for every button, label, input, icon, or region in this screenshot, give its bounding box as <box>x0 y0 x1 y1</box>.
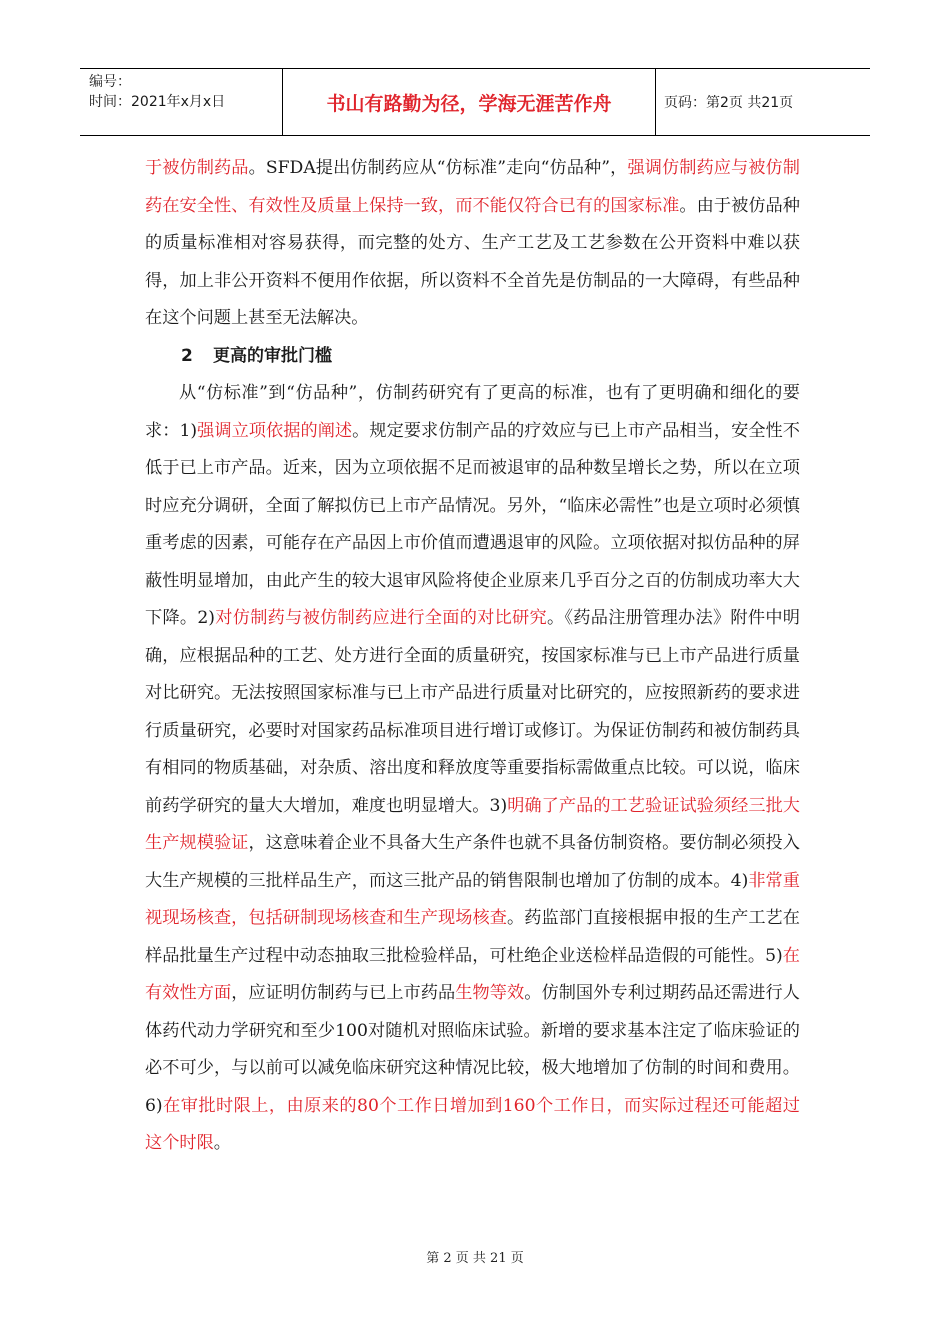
body-text: 从“仿标准”到“仿品种”，仿制药研究有了更高的标准，也有了更明确和细化的要求：1) <box>145 383 800 441</box>
highlighted-text: 强调立项依据的阐述 <box>197 420 353 441</box>
page-footer: 第 2 页 共 21 页 <box>426 1251 524 1266</box>
body-text: 。《药品注册管理办法》附件中明确，应根据品种的工艺、处方进行全面的质量研究，按国家标准与已上市产品进行质量对比研究。无法按照国家标准与已上市产品进行质量对比研究的，应按照新药的要求进行质量研究，必要时对国家药品标准项目进行增订或修订。为保证仿制药和被仿制药具有相同的物质基础，对杂质、溶出度和释放度等重要指标需做重点比较。可以说，临床前药学研究的量大大增加，难度也明显增大。3) <box>145 608 800 816</box>
paragraph-approval-threshold <box>145 375 800 1163</box>
body-text: 。SFDA提出仿制药应从“仿标准”走向“仿品种”， <box>248 158 628 178</box>
time-label: 时间：2021年x月x日 <box>89 94 226 110</box>
highlighted-text: 非常重视现场核查，包括研制现场核查和生产现场核查 <box>145 870 800 928</box>
body-text: 。 <box>213 1133 231 1153</box>
highlighted-text: 生物等效 <box>455 983 525 1003</box>
code-label: 编号： <box>89 74 131 90</box>
body-text: 。药监部门直接根据申报的生产工艺在样品批量生产过程中动态抽取三批检验样品，可杜绝企业送检样品造假的可能性。5) <box>145 908 800 966</box>
highlighted-text: 于被仿制药品 <box>145 158 249 178</box>
document-body <box>145 150 800 1163</box>
paragraph-intro-continuation <box>145 150 800 338</box>
body-text: 。仿制国外专利过期药品还需进行人体药代动力学研究和至少100对随机对照临床试验。新增的要求基本注定了临床验证的必不可少，与以前可以减免临床研究这种情况比较，极大地增加了仿制的时间和费用。6) <box>145 983 800 1116</box>
header-left-cell <box>80 69 283 135</box>
document-header <box>80 68 870 136</box>
section-title: 更高的审批门槛 <box>213 345 332 366</box>
highlighted-text: 在有效性方面 <box>145 945 800 1003</box>
section-heading <box>145 338 800 376</box>
header-page-info: 页码：第2页 共21页 <box>664 95 794 111</box>
body-text: ，应证明仿制药与已上市药品 <box>231 983 456 1003</box>
highlighted-text: 明确了产品的工艺验证试验须经三批大生产规模验证 <box>145 795 800 853</box>
header-motto: 书山有路勤为径，学海无涯苦作舟 <box>283 69 656 135</box>
highlighted-text: 对仿制药与被仿制药应进行全面的对比研究 <box>215 608 547 628</box>
body-text: 。由于被仿品种的质量标准相对容易获得，而完整的处方、生产工艺及工艺参数在公开资料中难以获得，加上非公开资料不便用作依据，所以资料不全首先是仿制品的一大障碍，有些品种在这个问题上甚至无法解决。 <box>145 195 800 328</box>
body-text: ，这意味着企业不具备大生产条件也就不具备仿制资格。要仿制必须投入大生产规模的三批样品生产，而这三批产品的销售限制也增加了仿制的成本。4) <box>145 833 800 891</box>
highlighted-text: 强调仿制药应与被仿制药在安全性、有效性及质量上保持一致，而不能仅符合已有的国家标准 <box>145 158 800 216</box>
highlighted-text: 在审批时限上，由原来的80个工作日增加到160个工作日，而实际过程还可能超过这个时限 <box>145 1095 800 1153</box>
section-number: 2 <box>181 345 193 366</box>
body-text: 。规定要求仿制产品的疗效应与已上市产品相当，安全性不低于已上市产品。近来，因为立项依据不足而被退审的品种数呈增长之势，所以在立项时应充分调研，全面了解拟仿已上市产品情况。另外，“临床必需性”也是立项时必须慎重考虑的因素，可能存在产品因上市价值而遭遇退审的风险。立项依据对拟仿品种的屏蔽性明显增加，由此产生的较大退审风险将使企业原来几乎百分之百的仿制成功率大大下降。2) <box>145 420 800 628</box>
